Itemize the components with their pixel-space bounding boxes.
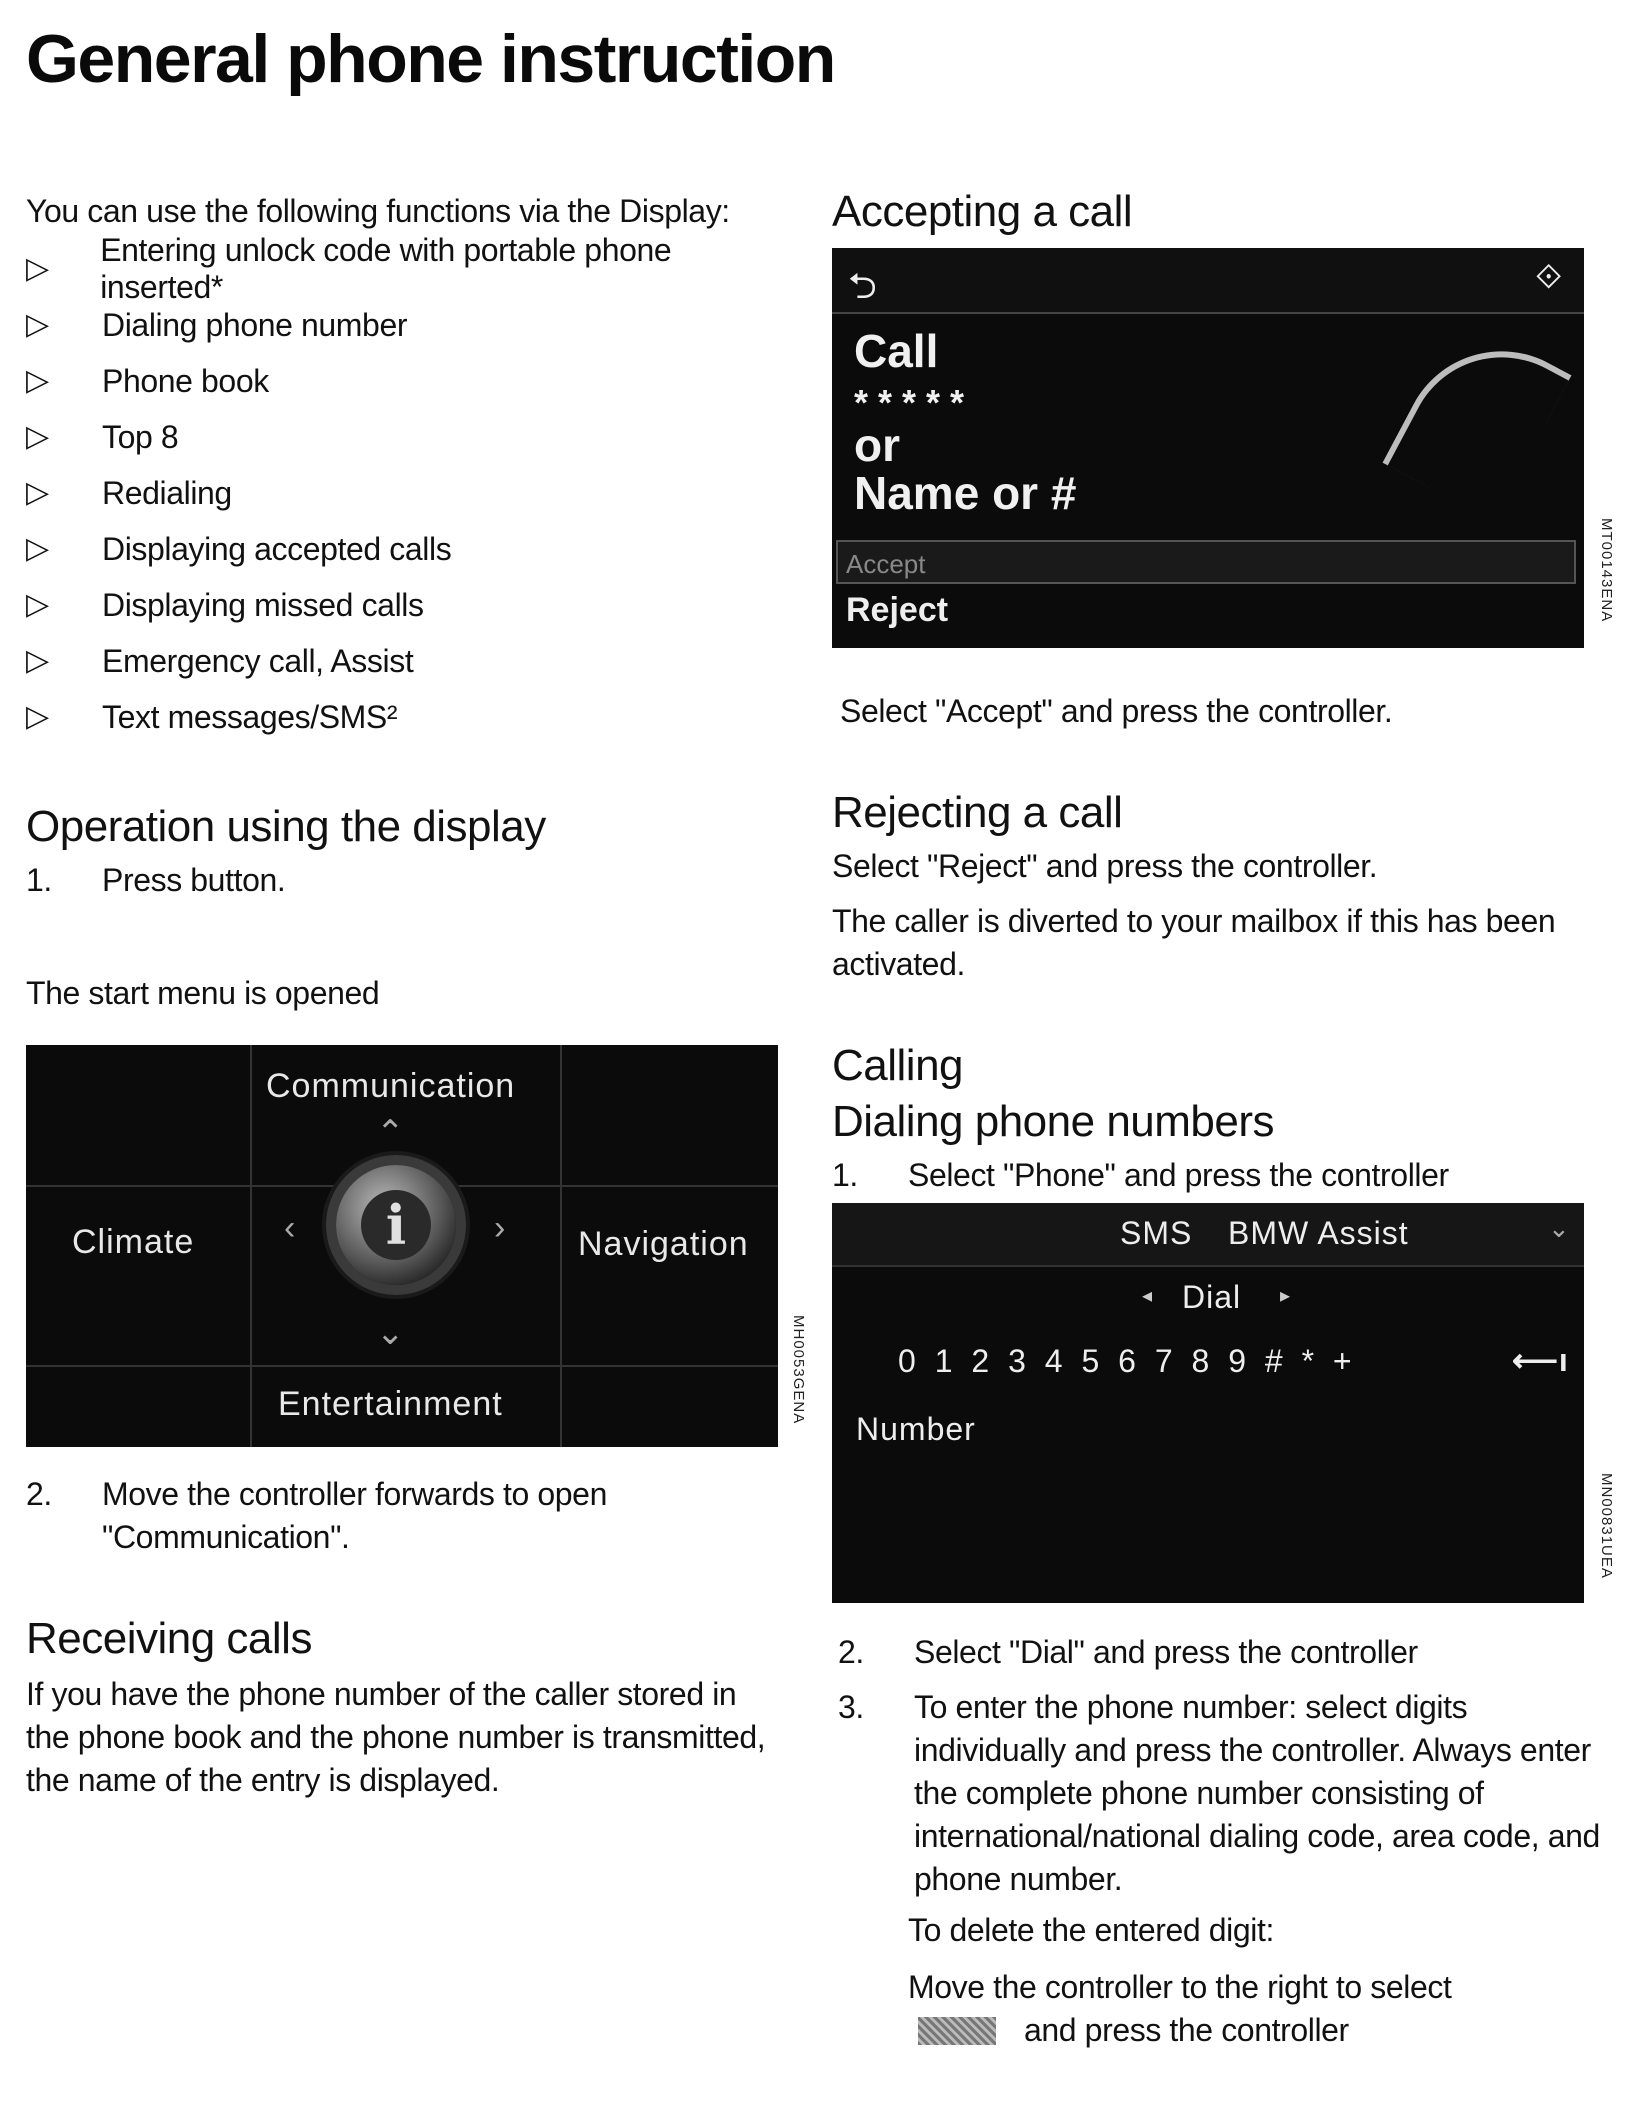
info-icon: ⟐ [1535,258,1562,296]
tab-bmw-assist: BMW Assist [1228,1215,1409,1251]
screen-header [832,248,1584,314]
reject-note: The caller is diverted to your mailbox if this has been activated. [832,903,1556,982]
triangle-bullet-icon: ▷ [26,252,49,285]
delete-line-2: and press the controller [1024,2012,1349,2048]
list-item: ▷ Displaying accepted calls [26,530,452,567]
backspace-icon: ⟵ı [1512,1342,1569,1378]
arrow-left-icon: ‹ [284,1209,296,1247]
name-or-label: Name or # [854,467,1077,519]
step-1: 1. Press button. [26,862,286,898]
function-list [26,232,786,745]
reject-option: Reject [846,591,949,629]
delete-line-1: Move the controller to the right to select [908,1969,1452,2005]
arrow-left-icon: ◂ [1142,1285,1154,1307]
dial-screen-screenshot [832,1203,1615,1603]
left-column [26,190,807,1802]
dial-step-1: 1. Select "Phone" and press the controller [832,1157,1449,1193]
number-label: Number [856,1411,976,1447]
menu-communication: Communication [266,1067,516,1105]
figure-code: MN00831UEA [1598,1473,1615,1579]
or-label: or [854,419,900,471]
accepting-heading: Accepting a call [832,187,1133,236]
list-item: ▷ Top 8 [26,418,179,455]
calling-heading: Calling [832,1041,964,1090]
list-item: ▷ Text messages/SMS² [26,698,398,735]
receiving-text: If you have the phone number of the caller stored in the phone book and the phone number is transmitted, the name of the entry is displayed. [26,1676,766,1798]
dial-step-3: 3. To enter the phone number: select digits individually and press the controller. Always enter the complete phone number consisting of international/national dialing code, area code, and phone number. [838,1689,1600,1897]
arrow-right-icon: ▸ [1280,1285,1292,1307]
masked-number: * * * * * [854,382,965,423]
grid-line [26,1365,778,1367]
grid-line [250,1045,252,1447]
reject-instruction: Select "Reject" and press the controller. [832,848,1378,884]
menu-navigation: Navigation [578,1225,749,1263]
operation-heading: Operation using the display [26,802,546,851]
list-item: ▷ Dialing phone number [26,306,408,343]
figure-code: MT00143ENA [1598,518,1615,623]
right-column [832,187,1622,2052]
start-menu-screenshot [26,1045,807,1447]
chevron-down-icon: ⌄ [1548,1213,1571,1243]
arrow-up-icon: ⌃ [376,1114,405,1152]
idrive-controller-icon: i [336,1165,456,1285]
arrow-down-icon: ⌄ [376,1314,405,1352]
triangle-bullet-icon: ▷ [26,476,49,509]
step-2: 2. Move the controller forwards to open "Communication". [26,1476,607,1555]
digit-row: 0 1 2 3 4 5 6 7 8 9 # * + [898,1343,1357,1379]
list-item: ▷ Entering unlock code with portable phone inserted* [26,232,672,305]
tab-bar [832,1203,1584,1267]
list-item: ▷ Emergency call, Assist [26,642,414,679]
intro-text: You can use the following functions via the Display: [26,193,730,229]
triangle-bullet-icon: ▷ [26,588,49,621]
dialing-heading: Dialing phone numbers [832,1097,1275,1146]
triangle-bullet-icon: ▷ [26,308,49,341]
delete-heading: To delete the entered digit: [908,1912,1274,1948]
list-item: ▷ Phone book [26,362,269,399]
delete-line-2-row [832,2009,1622,2052]
triangle-bullet-icon: ▷ [26,364,49,397]
phone-handset-icon [1382,316,1571,522]
dial-label: Dial [1182,1279,1242,1315]
incoming-call-screenshot [832,248,1615,648]
triangle-bullet-icon: ▷ [26,532,49,565]
arrow-right-icon: › [494,1209,506,1247]
rejecting-heading: Rejecting a call [832,788,1123,837]
triangle-bullet-icon: ▷ [26,644,49,677]
accept-instruction: Select "Accept" and press the controller. [840,693,1393,729]
accept-option: Accept [836,540,1576,584]
backspace-key-icon [918,2017,996,2045]
back-icon: ⮌ [848,265,877,306]
page-title: General phone instruction [26,21,835,97]
triangle-bullet-icon: ▷ [26,420,49,453]
list-item: ▷ Redialing [26,474,232,511]
triangle-bullet-icon: ▷ [26,700,49,733]
menu-entertainment: Entertainment [278,1385,503,1423]
grid-line [560,1045,562,1447]
receiving-heading: Receiving calls [26,1614,312,1663]
call-label: Call [854,325,939,377]
dial-step-2: 2. Select "Dial" and press the controller [838,1634,1418,1670]
start-menu-opened-text: The start menu is opened [26,975,380,1011]
tab-sms: SMS [1120,1215,1193,1251]
figure-code: MH0053GENA [790,1315,807,1425]
list-item: ▷ Displaying missed calls [26,586,424,623]
menu-climate: Climate [72,1223,195,1261]
